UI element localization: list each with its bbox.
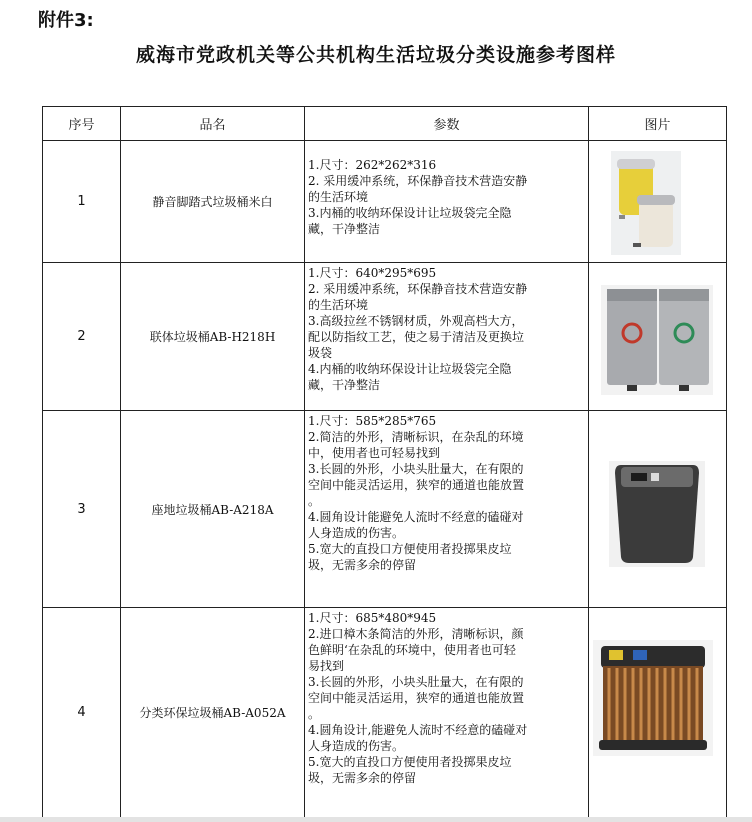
- document-title: 威海市党政机关等公共机构生活垃圾分类设施参考图样: [135, 44, 616, 66]
- param-line: 。: [308, 707, 321, 721]
- param-line: 4.内桶的收纳环保设计让垃圾袋完全隐: [308, 362, 512, 376]
- header-no: 序号: [43, 107, 121, 141]
- param-line: 人身造成的伤害。: [308, 739, 405, 753]
- wooden-sorting-bin-photo-icon: [593, 640, 713, 756]
- param-line: 4.圆角设计,能避免人流时不经意的磕碰对: [308, 723, 528, 737]
- product-params: [305, 141, 589, 263]
- param-line: 中，使用者也可轻易找到: [308, 446, 441, 460]
- param-line: 圾，无需多余的停留: [308, 558, 417, 572]
- table-row: [43, 411, 727, 608]
- param-line: 5.宽大的直投口方便使用者投掷果皮垃: [308, 755, 512, 769]
- product-image-cell: [589, 263, 727, 411]
- header-name: 品名: [121, 107, 305, 141]
- header-params: 参数: [305, 107, 589, 141]
- pedal-trash-bin-photo-icon: [611, 151, 681, 255]
- param-line: 易找到: [308, 659, 345, 673]
- param-line: 藏，干净整洁: [308, 378, 381, 392]
- param-line: 的生活环境: [308, 190, 369, 204]
- product-params: [305, 608, 589, 818]
- param-line: 2.进口樟木条简洁的外形，清晰标识，颜: [308, 627, 524, 641]
- param-line: 4.圆角设计能避免人流时不经意的磕碰对: [308, 510, 524, 524]
- param-line: 人身造成的伤害。: [308, 526, 405, 540]
- row-number: 3: [43, 411, 121, 608]
- product-image-cell: [589, 411, 727, 608]
- param-line: 圾袋: [308, 346, 333, 360]
- param-line: 3.内桶的收纳环保设计让垃圾袋完全隐: [308, 206, 512, 220]
- product-params: [305, 263, 589, 411]
- product-image-cell: [589, 608, 727, 818]
- reference-table: [42, 106, 727, 818]
- param-line: 色鲜明‘在杂乱的环境中，使用者也可轻: [308, 643, 516, 657]
- table-header-row: [43, 107, 727, 141]
- param-line: 1.尺寸：585*285*765: [308, 414, 437, 428]
- table-row: [43, 263, 727, 411]
- param-line: 1.尺寸：685*480*945: [308, 611, 437, 625]
- page-bottom-edge: [0, 817, 752, 822]
- header-image: 图片: [589, 107, 727, 141]
- param-line: 空间中能灵活运用，狭窄的通道也能放置: [308, 478, 525, 492]
- param-line: 3.长圆的外形，小块头肚量大，在有限的: [308, 462, 524, 476]
- param-line: 空间中能灵活运用，狭窄的通道也能放置: [308, 691, 525, 705]
- twin-steel-bin-photo-icon: [601, 285, 713, 395]
- param-line: 1.尺寸：640*295*695: [308, 266, 437, 280]
- floor-bin-photo-icon: [609, 461, 705, 567]
- param-line: 2. 采用缓冲系统，环保静音技术营造安静: [308, 282, 528, 296]
- table-row: [43, 608, 727, 818]
- table-row: [43, 141, 727, 263]
- param-line: 2. 采用缓冲系统，环保静音技术营造安静: [308, 174, 528, 188]
- param-line: 2.简洁的外形，清晰标识，在杂乱的环境: [308, 430, 524, 444]
- product-name: 联体垃圾桶AB-H218H: [121, 263, 305, 411]
- row-number: 1: [43, 141, 121, 263]
- param-line: 5.宽大的直投口方便使用者投掷果皮垃: [308, 542, 512, 556]
- param-line: 3.长圆的外形，小块头肚量大，在有限的: [308, 675, 524, 689]
- param-line: 的生活环境: [308, 298, 369, 312]
- product-name: 静音脚踏式垃圾桶米白: [121, 141, 305, 263]
- attachment-label: 附件3:: [38, 10, 94, 31]
- product-image-cell: [589, 141, 727, 263]
- param-line: 圾，无需多余的停留: [308, 771, 417, 785]
- param-line: 藏，干净整洁: [308, 222, 381, 236]
- product-params: [305, 411, 589, 608]
- row-number: 2: [43, 263, 121, 411]
- param-line: 配以防指纹工艺，使之易于清洁及更换垃: [308, 330, 525, 344]
- param-line: 3.高级拉丝不锈钢材质，外观高档大方，: [308, 314, 524, 328]
- product-name: 分类环保垃圾桶AB-A052A: [121, 608, 305, 818]
- param-line: 。: [308, 494, 321, 508]
- param-line: 1.尺寸：262*262*316: [308, 158, 437, 172]
- product-name: 座地垃圾桶AB-A218A: [121, 411, 305, 608]
- row-number: 4: [43, 608, 121, 818]
